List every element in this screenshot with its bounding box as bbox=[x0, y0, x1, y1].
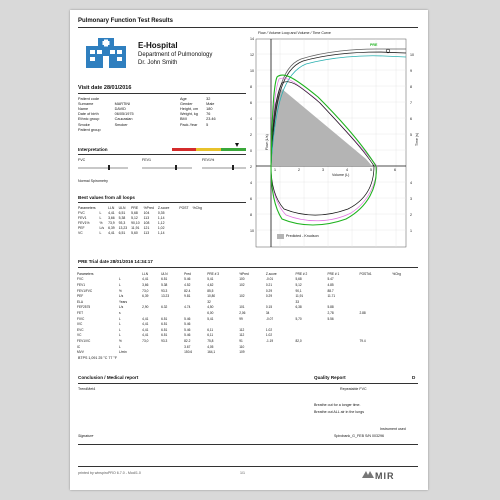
surname-label: Surname bbox=[78, 101, 94, 106]
bv-cell: 4,41 bbox=[108, 210, 115, 215]
pre-cell: 164,1 bbox=[207, 350, 216, 355]
pre-header: ULN bbox=[161, 271, 168, 276]
report-title: Pulmonary Function Test Results bbox=[78, 18, 173, 24]
pre-cell bbox=[358, 349, 391, 355]
pre-cell: 13.23 bbox=[161, 294, 170, 299]
bv-cell: 1,14 bbox=[157, 230, 165, 235]
fev1-marker bbox=[175, 165, 177, 170]
x-axis-label: Volume (L) bbox=[332, 173, 350, 177]
y-tick: 0 bbox=[250, 149, 252, 153]
pre-cell: 6.51 bbox=[161, 322, 168, 327]
y-tick: 6 bbox=[250, 197, 252, 201]
bv-cell: 5,60 bbox=[131, 230, 138, 235]
time-axis-label: Time (s) bbox=[415, 132, 419, 146]
pre-header: Parameters bbox=[77, 271, 94, 276]
fev1-bar bbox=[142, 167, 192, 169]
pre-cell: 4.85 bbox=[327, 282, 334, 287]
pre-divider bbox=[78, 267, 418, 268]
y-tick: 2 bbox=[250, 133, 252, 137]
pre-cell: FEF2575 bbox=[77, 305, 91, 310]
pre-cell: 9.81 bbox=[184, 294, 191, 299]
x-tick: 4 bbox=[346, 168, 348, 172]
bv-cell: FVC bbox=[78, 210, 85, 215]
x-tick: 5 bbox=[370, 168, 372, 172]
bmi-value: 23.46 bbox=[206, 117, 216, 122]
signature-label: Signature bbox=[78, 434, 94, 438]
table-row bbox=[76, 349, 416, 355]
patient-group-value bbox=[103, 127, 136, 132]
pre-cell: L/s bbox=[119, 305, 124, 310]
interpretation-title: Interpretation bbox=[78, 147, 108, 152]
time-tick: 3 bbox=[410, 197, 412, 201]
quality-grade: D bbox=[412, 375, 416, 380]
ethnic-label: Ethnic group bbox=[78, 117, 100, 122]
bv-cell: 5,68 bbox=[131, 210, 138, 215]
signature-divider bbox=[78, 444, 418, 445]
interp-fvc-label: FVC bbox=[78, 158, 86, 162]
pre-cell: VC bbox=[77, 333, 82, 338]
pre-cell: 5.46 bbox=[184, 327, 191, 332]
bv-cell: 1,14 bbox=[157, 215, 165, 220]
pre-cell: L/s bbox=[119, 294, 124, 299]
fvc-bar bbox=[78, 167, 128, 169]
pre-cell: 88.7 bbox=[327, 288, 334, 293]
bv-cell: 13,23 bbox=[118, 225, 128, 230]
scale-yellow bbox=[196, 148, 221, 151]
bv-header: ULN bbox=[118, 205, 126, 210]
pre-cell: 100 bbox=[239, 277, 245, 282]
pre-cell: 4.52 bbox=[184, 282, 191, 287]
bv-cell: 3,66 bbox=[108, 215, 115, 220]
bv-header: PRE bbox=[131, 205, 139, 210]
bv-cell: 93,3 bbox=[118, 220, 126, 225]
pre-cell: 150.6 bbox=[184, 350, 193, 355]
pre-cell: 4,41 bbox=[142, 333, 149, 338]
ethnic-value: Caucasian bbox=[114, 117, 133, 122]
bv-cell: 113 bbox=[143, 230, 150, 235]
bv-cell: L bbox=[99, 230, 102, 235]
scale-red bbox=[172, 148, 196, 151]
pre-cell: L bbox=[119, 327, 121, 332]
hospital-name: E-Hospital bbox=[138, 41, 178, 50]
pre-cell: -1.19 bbox=[265, 338, 274, 343]
pre-cell: 1.02 bbox=[265, 327, 273, 332]
fev1pct-marker bbox=[232, 165, 234, 170]
pre-cell: 0.15 bbox=[265, 305, 273, 310]
bv-cell: 73,9 bbox=[108, 220, 115, 225]
patient-info-left bbox=[76, 96, 136, 132]
pre-cell: IVC bbox=[77, 322, 83, 327]
pre-header: Pred bbox=[184, 271, 191, 276]
pre-cell: 1.02 bbox=[265, 333, 273, 338]
x-tick: 6 bbox=[394, 168, 396, 172]
brand-logo: MIR bbox=[375, 471, 395, 481]
pre-cell: 5.38 bbox=[161, 282, 168, 287]
bv-header: %Pred bbox=[143, 205, 154, 210]
pre-cell: 4,62 bbox=[207, 282, 214, 287]
pre-cell: 85,5 bbox=[207, 288, 214, 293]
pre-cell: 34 bbox=[265, 310, 270, 315]
pre-cell: L/min bbox=[119, 350, 127, 355]
quality-line-1: Repeatable FVC bbox=[340, 387, 367, 391]
height-label: Height, cm bbox=[180, 106, 199, 111]
pre-cell: 4,41 bbox=[142, 322, 149, 327]
height-value: 180 bbox=[206, 106, 213, 111]
surname-value: MARTINI bbox=[114, 101, 131, 106]
pre-cell: 2,90 bbox=[142, 305, 149, 310]
bv-header: Parameters bbox=[78, 205, 96, 210]
pre-cell: 10,80 bbox=[207, 294, 216, 299]
scale-green bbox=[221, 148, 246, 151]
pre-cell: PEF bbox=[77, 294, 84, 299]
pre-cell: 6.32 bbox=[161, 305, 168, 310]
pre-cell: 6,39 bbox=[142, 294, 149, 299]
bv-cell: L bbox=[99, 210, 102, 215]
pre-cell: 5.88 bbox=[327, 305, 334, 310]
pre-cell: 102 bbox=[239, 282, 245, 287]
pre-header: PRE # 2 bbox=[295, 271, 308, 276]
pre-cell bbox=[160, 349, 183, 355]
report-page bbox=[70, 10, 428, 490]
fvc-marker bbox=[108, 165, 110, 170]
patient-info-right bbox=[178, 96, 218, 127]
bv-cell: 6,39 bbox=[108, 225, 115, 230]
pre-cell: 4,41 bbox=[142, 316, 149, 321]
pre-cell: FEV1/FVC bbox=[77, 288, 93, 293]
name-value: DAVID bbox=[114, 106, 126, 111]
bv-cell: 108 bbox=[143, 220, 150, 225]
pre-cell: 11.71 bbox=[327, 294, 336, 299]
gender-value: Male bbox=[206, 101, 215, 106]
pre-cell: 5.46 bbox=[184, 322, 191, 327]
pre-cell: 32 bbox=[207, 299, 211, 304]
time-tick: 7 bbox=[410, 101, 412, 105]
pre-cell: 4.74 bbox=[184, 305, 191, 310]
table-row bbox=[76, 230, 204, 235]
pre-cell: 6.51 bbox=[161, 333, 168, 338]
pre-cell: 91 bbox=[239, 338, 243, 343]
pre-cell: 4,41 bbox=[142, 327, 149, 332]
pre-cell bbox=[265, 349, 295, 355]
y-tick: 4 bbox=[250, 181, 252, 185]
pre-cell: 6.51 bbox=[161, 327, 168, 332]
pre-cell: 112 bbox=[239, 327, 245, 332]
pre-trial-table bbox=[76, 271, 416, 355]
pre-cell: 5,68 bbox=[295, 277, 302, 282]
pre-cell: 4,50 bbox=[207, 305, 214, 310]
pre-cell: 5,41 bbox=[207, 316, 214, 321]
visit-divider bbox=[78, 93, 246, 94]
pre-header: Z-score bbox=[265, 271, 277, 276]
pre-cell: 5.46 bbox=[184, 277, 191, 282]
legend-label: Predicted - Knudson bbox=[286, 234, 319, 238]
pre-cell: 5.56 bbox=[327, 316, 334, 321]
bv-header: Z-score bbox=[157, 205, 170, 210]
quality-title: Quality Report bbox=[314, 375, 346, 380]
bv-header: LLN bbox=[108, 205, 115, 210]
pre-cell: 6.51 bbox=[161, 277, 168, 282]
bv-cell: L/s bbox=[99, 225, 105, 230]
bv-cell: 104 bbox=[143, 210, 150, 215]
bv-cell: 121 bbox=[143, 225, 150, 230]
bv-cell: FEV1 bbox=[78, 215, 87, 220]
interp-fev1pct-label: FEV1% bbox=[202, 158, 215, 162]
pre-cell bbox=[141, 349, 160, 355]
best-values-title: Best values from all loops bbox=[78, 195, 135, 200]
y-tick: 12 bbox=[250, 53, 254, 57]
age-label: Age bbox=[180, 96, 187, 101]
pre-cell: ELA bbox=[77, 299, 84, 304]
pre-cell: -0.01 bbox=[265, 277, 274, 282]
quality-line-2: Breathe out for a longer time. bbox=[314, 403, 361, 407]
time-tick: 2 bbox=[410, 213, 412, 217]
hospital-icon bbox=[84, 36, 128, 70]
y-tick: 14 bbox=[250, 37, 254, 41]
pre-cell: 3.67 bbox=[184, 344, 191, 349]
pre-cell: 93.3 bbox=[161, 338, 168, 343]
pre-label: PRE bbox=[370, 43, 378, 47]
legend-swatch bbox=[277, 234, 284, 239]
bv-cell: 6,51 bbox=[118, 230, 126, 235]
interp-divider bbox=[78, 154, 246, 155]
pre-cell: IC bbox=[77, 344, 81, 349]
pre-trial-title: PRE Trial date 28/01/2016 14:34:17 bbox=[78, 259, 153, 264]
hospital-doctor: Dr. John Smith bbox=[138, 60, 178, 66]
pre-cell bbox=[326, 349, 358, 355]
patient-group-label: Patient group bbox=[78, 127, 101, 132]
instrument-label: Instrument used bbox=[380, 427, 406, 431]
bv-cell: 0,35 bbox=[157, 210, 165, 215]
pre-cell: 82,0 bbox=[295, 338, 302, 343]
bv-cell: 5,12 bbox=[131, 215, 138, 220]
pre-cell: 6,11 bbox=[207, 327, 214, 332]
pre-cell bbox=[391, 349, 416, 355]
pre-cell: 4,05 bbox=[207, 344, 214, 349]
pre-cell: 5,12 bbox=[295, 282, 302, 287]
gender-label: Gender bbox=[180, 101, 193, 106]
bv-cell: L bbox=[99, 215, 102, 220]
y-tick: 8 bbox=[250, 85, 252, 89]
pre-header: %Chg bbox=[392, 271, 401, 276]
bv-cell: FEV1% bbox=[78, 220, 90, 225]
y-tick: 4 bbox=[250, 117, 252, 121]
pre-header: PRE # 1 bbox=[327, 271, 340, 276]
bv-cell: VC bbox=[78, 230, 83, 235]
graph-title: Flow / Volume Loop and Volume / Time Curve bbox=[258, 31, 331, 35]
fev1pct-bar bbox=[202, 167, 246, 169]
patient-code-label: Patient code bbox=[78, 96, 100, 101]
conclusion-text: TrendMet4 bbox=[78, 387, 96, 391]
bv-cell: 90,10 bbox=[131, 220, 140, 225]
footer-printed: printed by winspiroPRO 6.7.0 - Mod/1.0 bbox=[78, 471, 141, 475]
time-tick: 9 bbox=[410, 69, 412, 73]
pre-cell: 73,0 bbox=[142, 338, 149, 343]
x-tick: 1 bbox=[274, 168, 276, 172]
pre-cell: L bbox=[119, 344, 121, 349]
pre-cell: L bbox=[119, 282, 121, 287]
pre-cell: FEV1 bbox=[77, 282, 85, 287]
x-tick: 3 bbox=[322, 168, 324, 172]
pack-year-value: 5 bbox=[206, 122, 209, 127]
pre-cell: 90,1 bbox=[295, 288, 302, 293]
pre-header: LLN bbox=[142, 271, 149, 276]
dob-label: Date of birth bbox=[78, 112, 99, 117]
pre-cell: L bbox=[119, 322, 121, 327]
pre-cell: Years bbox=[119, 299, 128, 304]
bv-cell: 113 bbox=[143, 215, 150, 220]
pre-cell: 101 bbox=[239, 305, 245, 310]
pre-cell: FIVC bbox=[77, 316, 85, 321]
smoke-label: Smoke bbox=[78, 122, 90, 127]
pre-cell: L bbox=[119, 277, 121, 282]
bv-header: POST bbox=[179, 205, 189, 210]
pre-cell: 93.3 bbox=[161, 288, 168, 293]
pre-cell: 6,11 bbox=[207, 333, 214, 338]
hospital-department: Department of Pulmonology bbox=[138, 52, 213, 58]
y-axis-label: Flow (L/s) bbox=[265, 134, 269, 150]
pre-cell: 109 bbox=[239, 350, 245, 355]
pre-cell: 6,38 bbox=[295, 305, 302, 310]
btps-note: BTPS 1,091 25 °C 77 °F bbox=[78, 356, 118, 360]
pre-cell: 99 bbox=[239, 316, 243, 321]
bmi-label: BMI bbox=[180, 117, 187, 122]
footer-divider bbox=[78, 466, 418, 467]
pre-cell: 4,41 bbox=[142, 277, 149, 282]
pre-cell: 11,91 bbox=[295, 294, 304, 299]
pre-cell: 75,8 bbox=[207, 338, 214, 343]
best-values-table bbox=[76, 205, 204, 235]
pre-cell: 33 bbox=[295, 299, 299, 304]
time-tick: 4 bbox=[410, 181, 412, 185]
interp-fev1-label: FEV1 bbox=[142, 158, 151, 162]
pre-cell: 112 bbox=[239, 333, 245, 338]
pre-cell: 5.47 bbox=[327, 277, 334, 282]
bv-cell bbox=[171, 230, 190, 235]
bv-cell bbox=[191, 230, 204, 235]
best-divider bbox=[78, 202, 246, 203]
pre-cell: 73,0 bbox=[142, 288, 149, 293]
pre-cell: 2.88 bbox=[359, 310, 366, 315]
time-tick: 1 bbox=[410, 229, 412, 233]
scale-marker-icon bbox=[235, 143, 239, 147]
weight-value: 76 bbox=[206, 112, 211, 117]
pre-cell: 5.46 bbox=[184, 333, 191, 338]
pre-cell: 0.29 bbox=[265, 288, 273, 293]
pre-cell: FET bbox=[77, 310, 84, 315]
time-tick: 6 bbox=[410, 117, 412, 121]
pre-cell: 102 bbox=[239, 294, 245, 299]
title-divider bbox=[78, 27, 418, 28]
bv-header: %Chg bbox=[192, 205, 202, 210]
time-tick: 8 bbox=[410, 85, 412, 89]
bv-cell: 4,41 bbox=[108, 230, 115, 235]
pre-cell: % bbox=[119, 338, 122, 343]
pre-cell: FEV1/VC bbox=[77, 338, 91, 343]
pre-cell: FVC bbox=[77, 277, 84, 282]
x-tick: 2 bbox=[298, 168, 300, 172]
pre-cell: L bbox=[119, 316, 121, 321]
pre-cell: 0.21 bbox=[265, 282, 273, 287]
bv-cell: % bbox=[99, 220, 103, 225]
pre-cell: 2,78 bbox=[327, 310, 334, 315]
pack-year-label: Pack-Year bbox=[180, 122, 198, 127]
diagnosis-text: Normal Spirometry bbox=[78, 179, 108, 183]
pre-cell: MVV bbox=[77, 350, 84, 355]
conclusion-divider bbox=[78, 383, 418, 384]
footer-page: 1/1 bbox=[240, 471, 245, 475]
pre-cell: L bbox=[119, 333, 121, 338]
pre-cell: 2,06 bbox=[239, 310, 246, 315]
pre-cell: 0.29 bbox=[265, 294, 273, 299]
pre-cell: 110 bbox=[239, 344, 245, 349]
bv-cell: 1,02 bbox=[157, 225, 165, 230]
pre-cell: 5,41 bbox=[207, 277, 214, 282]
pre-cell: s bbox=[119, 310, 121, 315]
pre-cell: 6.51 bbox=[161, 316, 168, 321]
instrument-value: Spirobank_G_FEB S/N 003296 bbox=[334, 434, 384, 438]
smoke-value: Smoker bbox=[114, 122, 128, 127]
flow-volume-graph bbox=[246, 37, 422, 251]
conclusion-title: Conclusion / Medical report bbox=[78, 375, 139, 380]
pre-cell: 5,70 bbox=[295, 316, 302, 321]
bv-cell: PEF bbox=[78, 225, 85, 230]
time-tick: 10 bbox=[410, 53, 414, 57]
bv-cell: 1,12 bbox=[157, 220, 165, 225]
y-tick: 8 bbox=[250, 213, 252, 217]
pre-cell: 79.4 bbox=[359, 338, 366, 343]
y-tick: 10 bbox=[250, 229, 254, 233]
quality-line-3: Breathe out ALL air in the lungs bbox=[314, 410, 365, 414]
bv-cell: 5,38 bbox=[118, 215, 126, 220]
y-tick: 10 bbox=[250, 69, 254, 73]
pre-cell: 6,00 bbox=[207, 310, 214, 315]
name-label: Name bbox=[78, 106, 89, 111]
bv-cell: 11,91 bbox=[131, 225, 140, 230]
pre-cell: EVC bbox=[77, 327, 84, 332]
pre-cell bbox=[294, 349, 326, 355]
dob-value: 06/05/1975 bbox=[114, 112, 134, 117]
age-value: 32 bbox=[206, 96, 211, 101]
visit-date: Visit date 28/01/2016 bbox=[78, 85, 132, 91]
weight-label: Weight, kg bbox=[180, 112, 198, 117]
y-tick: 6 bbox=[250, 101, 252, 105]
bv-cell: 6,51 bbox=[118, 210, 126, 215]
y-tick: 2 bbox=[250, 165, 252, 169]
mir-logo-icon bbox=[361, 469, 375, 479]
pre-cell: 82.4 bbox=[184, 288, 191, 293]
pre-cell: -0.07 bbox=[265, 316, 274, 321]
pre-cell: 82.2 bbox=[184, 338, 191, 343]
time-tick: 5 bbox=[410, 133, 412, 137]
pre-header: PRE # 3 bbox=[207, 271, 220, 276]
pre-cell: 5.46 bbox=[184, 316, 191, 321]
pre-cell: 3,66 bbox=[142, 282, 149, 287]
pre-cell: % bbox=[119, 288, 122, 293]
pre-header: POST#1 bbox=[359, 271, 372, 276]
pre-header: %Pred bbox=[239, 271, 249, 276]
